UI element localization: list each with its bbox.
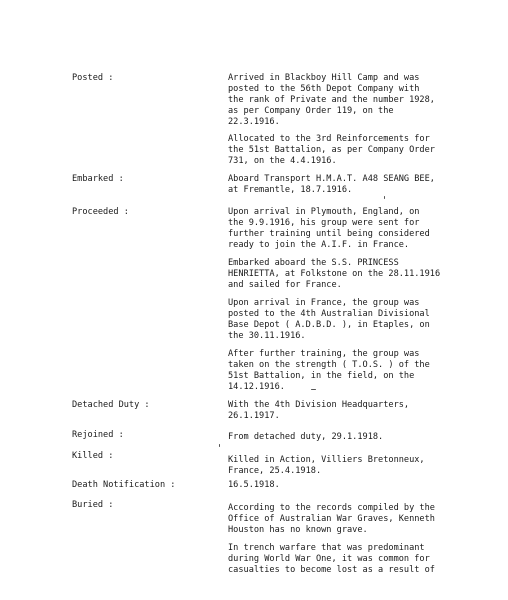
- entry-label-detached-duty: Detached Duty :: [72, 400, 150, 410]
- scan-speck: [384, 196, 385, 199]
- entry-label-rejoined: Rejoined :: [72, 430, 124, 440]
- text-line: Arrived in Blackboy Hill Camp and was: [228, 73, 420, 83]
- text-line: Embarked aboard the S.S. PRINCESS: [228, 258, 399, 268]
- entry-text-rejoined: [228, 432, 500, 443]
- text-line: HENRIETTA, at Folkstone on the 28.11.1916: [228, 269, 441, 279]
- entry-text-death-notification: [228, 480, 500, 491]
- entry-text-posted-1: [228, 73, 500, 128]
- text-line: 26.1.1917.: [228, 411, 280, 421]
- text-line: Aboard Transport H.M.A.T. A48 SEANG BEE,: [228, 174, 435, 184]
- entry-text-killed: [228, 455, 500, 477]
- text-line: 22.3.1916.: [228, 117, 280, 127]
- text-line: as per Company Order 119, on the: [228, 106, 394, 116]
- text-line: In trench warfare that was predominant: [228, 543, 425, 553]
- entry-text-proceeded-1: [228, 207, 500, 251]
- entry-text-posted-2: [228, 134, 500, 167]
- text-line: Base Depot ( A.D.B.D. ), in Etaples, on: [228, 320, 430, 330]
- text-line: casualties to become lost as a result of: [228, 565, 435, 575]
- entry-text-proceeded-4: [228, 349, 500, 393]
- entry-label-buried: Buried :: [72, 500, 114, 510]
- text-line: Upon arrival in Plymouth, England, on: [228, 207, 420, 217]
- text-line: the 9.9.1916, his group were sent for: [228, 218, 420, 228]
- text-line: With the 4th Division Headquarters,: [228, 400, 410, 410]
- entry-text-proceeded-3: [228, 298, 500, 342]
- entry-label-proceeded: Proceeded :: [72, 207, 129, 217]
- text-line: posted to the 56th Depot Company with: [228, 84, 420, 94]
- text-line: 731, on the 4.4.1916.: [228, 156, 337, 166]
- text-line: Allocated to the 3rd Reinforcements for: [228, 134, 430, 144]
- text-line: and sailed for France.: [228, 280, 342, 290]
- text-line: the rank of Private and the number 1928,: [228, 95, 435, 105]
- text-line: taken on the strength ( T.O.S. ) of the: [228, 360, 430, 370]
- entry-label-death-notification: Death Notification :: [72, 480, 176, 490]
- text-line: posted to the 4th Australian Divisional: [228, 309, 430, 319]
- entry-text-embarked: [228, 174, 500, 196]
- entry-text-detached-duty: [228, 400, 500, 422]
- entry-text-proceeded-2: [228, 258, 500, 291]
- entry-label-embarked: Embarked :: [72, 174, 124, 184]
- text-line: 51st Battalion, in the field, on the: [228, 371, 415, 381]
- text-line: the 30.11.1916.: [228, 331, 306, 341]
- text-line: Houston has no known grave.: [228, 525, 368, 535]
- text-line: France, 25.4.1918.: [228, 466, 322, 476]
- entry-label-killed: Killed :: [72, 451, 114, 461]
- scan-speck: [219, 444, 220, 447]
- text-line: 16.5.1918.: [228, 480, 280, 490]
- entry-text-buried-1: [228, 503, 500, 536]
- text-line: the 51st Battalion, as per Company Order: [228, 145, 435, 155]
- text-line: further training until being considered: [228, 229, 430, 239]
- text-line: Office of Australian War Graves, Kenneth: [228, 514, 435, 524]
- text-line: According to the records compiled by the: [228, 503, 435, 513]
- text-line: After further training, the group was: [228, 349, 420, 359]
- text-line: during World War One, it was common for: [228, 554, 430, 564]
- entry-text-buried-2: [228, 543, 500, 576]
- text-line: 14.12.1916.: [228, 382, 285, 392]
- text-line: ready to join the A.I.F. in France.: [228, 240, 410, 250]
- text-line: From detached duty, 29.1.1918.: [228, 432, 384, 442]
- text-line: at Fremantle, 18.7.1916.: [228, 185, 353, 195]
- text-line: Upon arrival in France, the group was: [228, 298, 420, 308]
- text-line: Killed in Action, Villiers Bretonneux,: [228, 455, 425, 465]
- entry-label-posted: Posted :: [72, 73, 114, 83]
- scan-speck: [311, 389, 316, 390]
